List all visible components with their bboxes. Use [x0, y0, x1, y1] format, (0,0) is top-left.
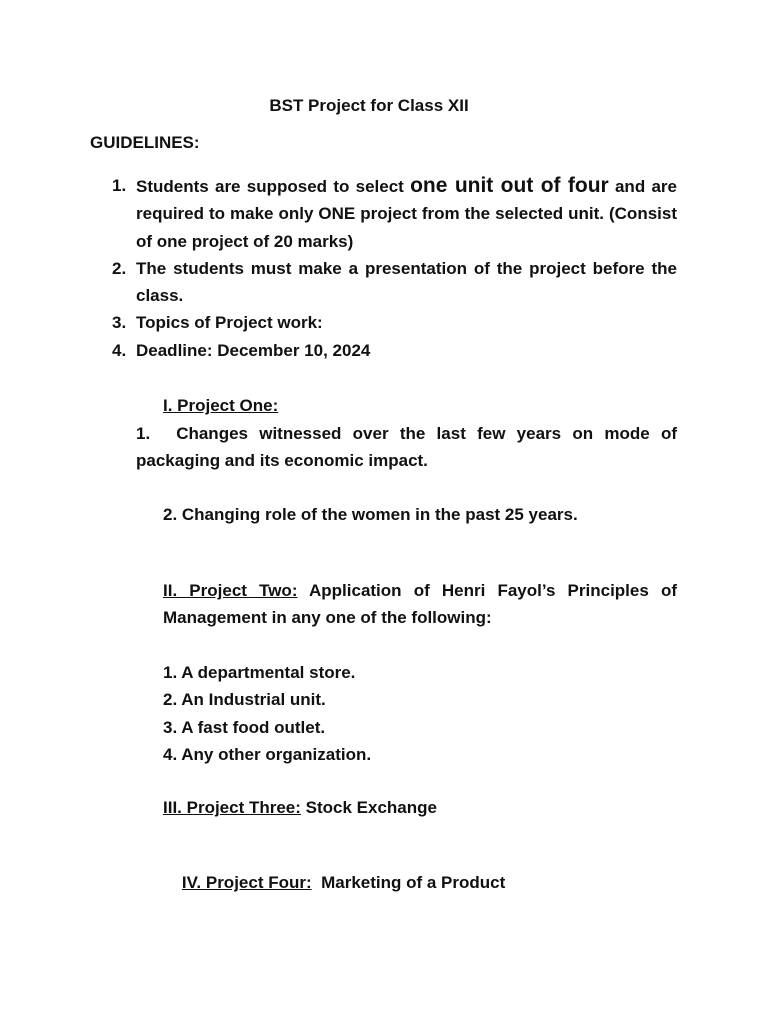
project-two-options [163, 659, 371, 768]
guideline-text: Deadline: December 10, 2024 [136, 340, 371, 360]
project-two-option: 3. A fast food outlet. [163, 717, 326, 737]
guideline-number: 2. [112, 258, 127, 278]
document-title: BST Project for Class XII [269, 96, 469, 115]
project-three-heading: III. Project Three: [163, 798, 301, 817]
project-two-option: 2. An Industrial unit. [163, 690, 326, 710]
guideline-text: The students must make a presentation of the project before the class. [136, 258, 677, 306]
guideline-item [112, 255, 677, 310]
project-three-text: Stock Exchange [300, 798, 437, 817]
guideline-text: and are required to make only ONE project from the selected unit. (Consist of one project of 20 marks) [136, 177, 677, 251]
project-two-text: Application of Henri Fayol’s Principles of Management in any one of the following: [163, 581, 678, 628]
project-four-heading: IV. Project Four: [181, 873, 312, 892]
project-two-option: 4. Any other organization. [163, 744, 372, 764]
guidelines-list [112, 172, 677, 364]
project-one-item-1-text: Changes witnessed over the last few years on mode of packaging and its economic impact. [136, 424, 677, 471]
project-one-item-1-number: 1. [136, 424, 151, 443]
guideline-number: 1. [112, 176, 127, 195]
guideline-text: Students are supposed to select [136, 177, 411, 196]
guideline-number: 4. [112, 340, 127, 360]
guidelines-heading: GUIDELINES: [90, 133, 200, 152]
project-one-item-1 [136, 420, 677, 475]
project-two-heading: II. Project Two: [163, 581, 298, 600]
project-four-line [163, 853, 505, 913]
guideline-item [112, 337, 677, 364]
guideline-emphasis: one unit out of four [410, 174, 609, 197]
guideline-item [112, 172, 677, 255]
guideline-item [112, 309, 677, 336]
project-three-line [163, 798, 437, 818]
project-one-heading: I. Project One: [163, 396, 279, 415]
guideline-text: Topics of Project work: [136, 313, 323, 333]
project-two-paragraph [163, 577, 677, 632]
guideline-number: 3. [112, 313, 127, 333]
project-four-text: Marketing of a Product [311, 873, 506, 892]
project-two-option: 1. A departmental store. [163, 663, 356, 682]
project-one-item-2: 2. Changing role of the women in the past 25 years. [163, 505, 578, 524]
